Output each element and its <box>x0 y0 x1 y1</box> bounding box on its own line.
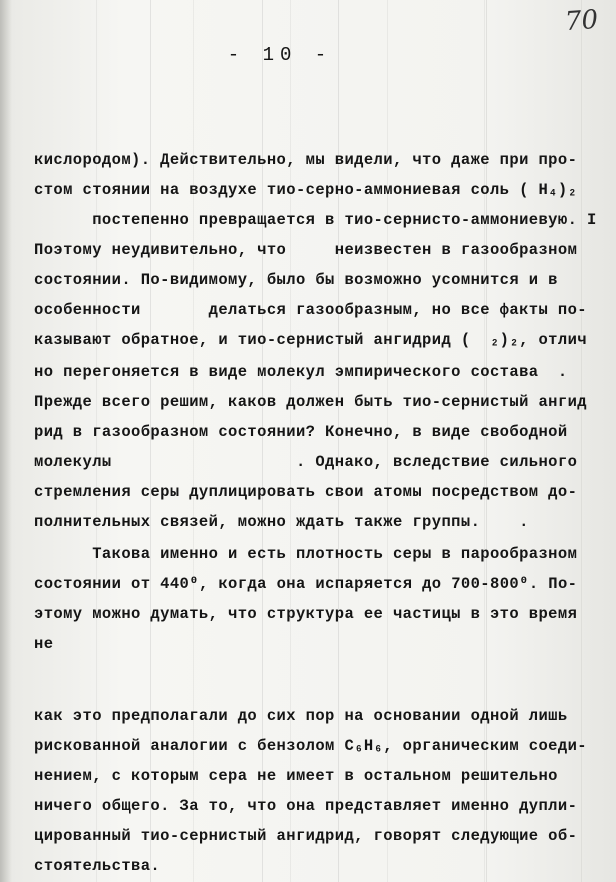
text-line: стом стоянии на воздухе тио-серно-аммониевая соль ( H₄)₂ <box>34 181 578 199</box>
text-line: постепенно превращается в тио-сернисто-аммониевую. I <box>34 211 597 229</box>
text-line: не <box>34 635 54 653</box>
text-line: рид в газообразном состоянии? Конечно, в виде свободной <box>34 423 568 441</box>
text-line: ничего общего. За то, что она представляет именно дупли- <box>34 797 578 815</box>
text-line: как это предполагали до сих пор на основании одной лишь <box>34 707 568 725</box>
text-line: Поэтому неудивительно, что неизвестен в газообразном <box>34 241 578 259</box>
text-line: молекулы . Однако, вследствие сильного <box>34 453 578 471</box>
text-line: Такова именно и есть плотность серы в парообразном <box>34 545 578 563</box>
text-line: этому можно думать, что структура ее частицы в это время <box>34 605 578 623</box>
text-line: стремления серы дуплицировать свои атомы посредством до- <box>34 483 578 501</box>
handwritten-folio-number: 70 <box>563 4 600 38</box>
text-line: но перегоняется в виде молекул эмпирического состава . <box>34 363 568 381</box>
text-line: состоянии. По-видимому, было бы возможно усомнится и в <box>34 271 558 289</box>
text-line: стоятельства. <box>34 857 161 875</box>
page-number: - 10 - <box>227 44 333 66</box>
text-line: казывают обратное, и тио-сернистый ангидрид ( ₂)₂, отлич <box>34 331 587 349</box>
text-line: Прежде всего решим, каков должен быть тио-сернистый ангид <box>34 393 587 411</box>
text-line: особенности делаться газообразным, но все факты по- <box>34 301 587 319</box>
text-line: рискованной аналогии с бензолом C₆H₆, органическим соеди- <box>34 737 587 755</box>
page-left-edge-shadow <box>0 0 12 882</box>
text-line: состоянии от 440⁰, когда она испаряется до 700-800⁰. По- <box>34 575 578 593</box>
text-line: полнительных связей, можно ждать также группы. . <box>34 513 529 531</box>
text-line: нением, с которым сера не имеет в остальном решительно <box>34 767 558 785</box>
text-line: цированный тио-сернистый ангидрид, говорят следующие об- <box>34 827 578 845</box>
text-line: кислородом). Действительно, мы видели, что даже при про- <box>34 151 578 169</box>
